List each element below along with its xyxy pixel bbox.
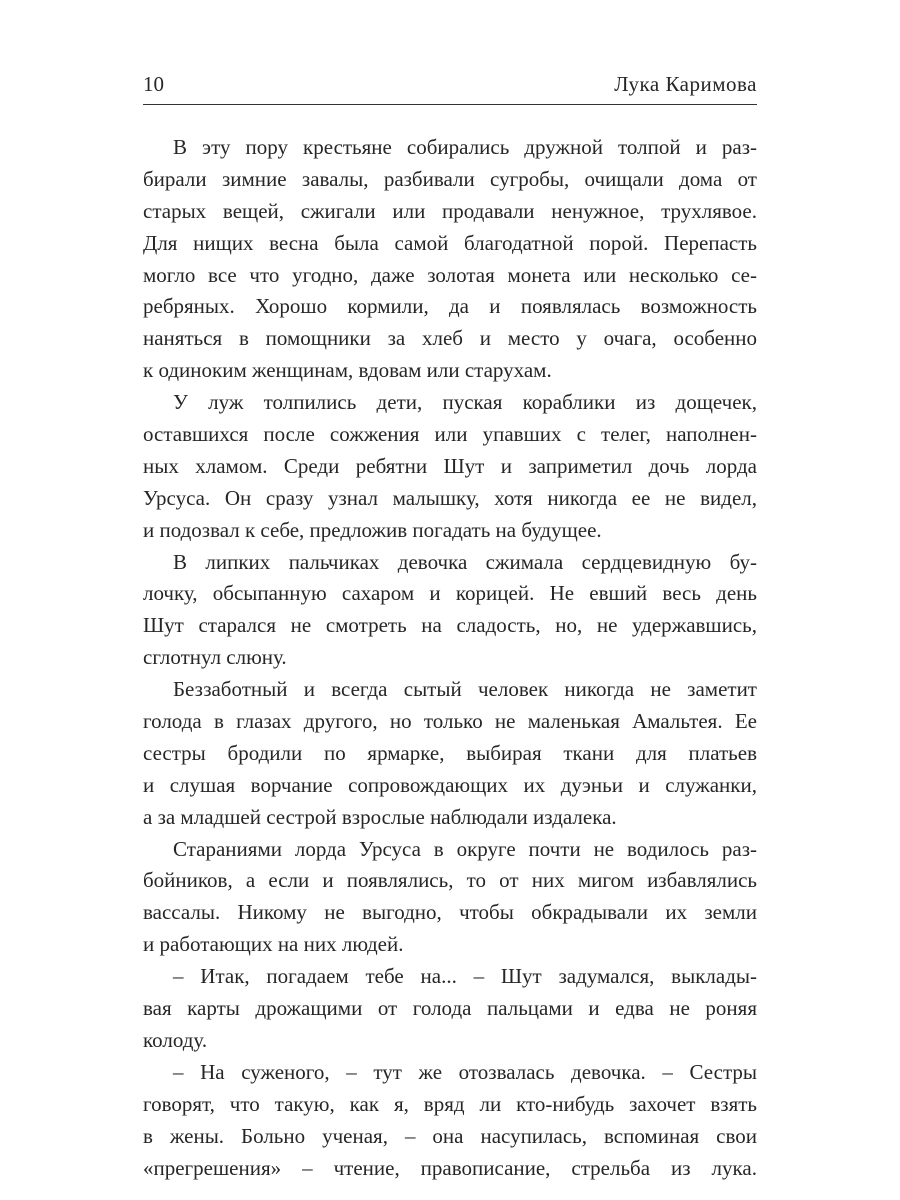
text-line: сглотнул слюну.	[143, 645, 287, 670]
text-line: Шут старался не смотреть на сладость, но, не удержавшись,	[143, 613, 757, 638]
text-line: Беззаботный и всегда сытый человек никогда не заметит	[173, 677, 757, 702]
text-line: Урсуса. Он сразу узнал малышку, хотя никогда ее не видел,	[143, 485, 757, 510]
text-line: могло все что угодно, даже золотая монета или несколько се-	[143, 262, 757, 287]
header-rule	[143, 104, 757, 105]
text-line: бирали зимние завалы, разбивали сугробы, очищали дома от	[143, 166, 757, 191]
text-line: ребряных. Хорошо кормили, да и появлялась возможность	[143, 294, 757, 319]
text-line: – На суженого, – тут же отозвалась девочка. – Сестры	[173, 1059, 757, 1084]
text-line: наняться в помощники за хлеб и место у очага, особенно	[143, 326, 757, 351]
paragraph	[143, 834, 757, 962]
text-line: В эту пору крестьяне собирались дружной толпой и раз-	[173, 135, 757, 159]
paragraph	[143, 674, 757, 833]
text-line: бойников, а если и появлялись, то от них мигом избавлялись	[143, 868, 757, 893]
text-line: У луж толпились дети, пуская кораблики из дощечек,	[173, 390, 757, 415]
page-body	[143, 132, 757, 1184]
text-line: старых вещей, сжигали или продавали ненужное, трухлявое.	[143, 198, 757, 223]
page-number: 10	[143, 72, 164, 96]
text-line: вая карты дрожащими от голода пальцами и едва не роняя	[143, 996, 757, 1021]
author-name: Лука Каримова	[614, 72, 757, 96]
text-line: и слушая ворчание сопровождающих их дуэньи и служанки,	[143, 772, 757, 797]
running-header	[143, 70, 757, 100]
paragraph	[143, 387, 757, 546]
text-line: и работающих на них людей.	[143, 932, 404, 957]
paragraph	[143, 1057, 757, 1185]
paragraph	[143, 547, 757, 675]
text-line: ных хламом. Среди ребятни Шут и заприметил дочь лорда	[143, 453, 757, 478]
text-line: колоду.	[143, 1027, 208, 1052]
text-line: к одиноким женщинам, вдовам или старухам.	[143, 358, 552, 383]
text-line: а за младшей сестрой взрослые наблюдали издалека.	[143, 804, 617, 829]
text-line: – Итак, погадаем тебе на... – Шут задумался, выклады-	[173, 964, 757, 989]
text-line: и подозвал к себе, предложив погадать на будущее.	[143, 517, 602, 542]
text-line: В липких пальчиках девочка сжимала сердцевидную бу-	[173, 549, 757, 574]
paragraph	[143, 961, 757, 1057]
text-line: лочку, обсыпанную сахаром и корицей. Не евший весь день	[143, 581, 757, 606]
text-line: голода в глазах другого, но только не маленькая Амальтея. Ее	[143, 709, 757, 734]
text-line: Стараниями лорда Урсуса в округе почти не водилось раз-	[173, 836, 757, 861]
text-line: говорят, что такую, как я, вряд ли кто-нибудь захочет взять	[143, 1091, 757, 1116]
paragraph	[143, 132, 757, 387]
text-line: сестры бродили по ярмарке, выбирая ткани для платьев	[143, 740, 757, 765]
text-line: в жены. Больно ученая, – она насупилась, вспоминая свои	[143, 1123, 757, 1148]
text-line: оставшихся после сожжения или упавших с телег, наполнен-	[143, 422, 757, 447]
text-line: Для нищих весна была самой благодатной порой. Перепасть	[143, 230, 757, 255]
text-line: вассалы. Никому не выгодно, чтобы обкрадывали их земли	[143, 900, 757, 925]
text-line: «прегрешения» – чтение, правописание, стрельба из лука.	[143, 1155, 757, 1180]
